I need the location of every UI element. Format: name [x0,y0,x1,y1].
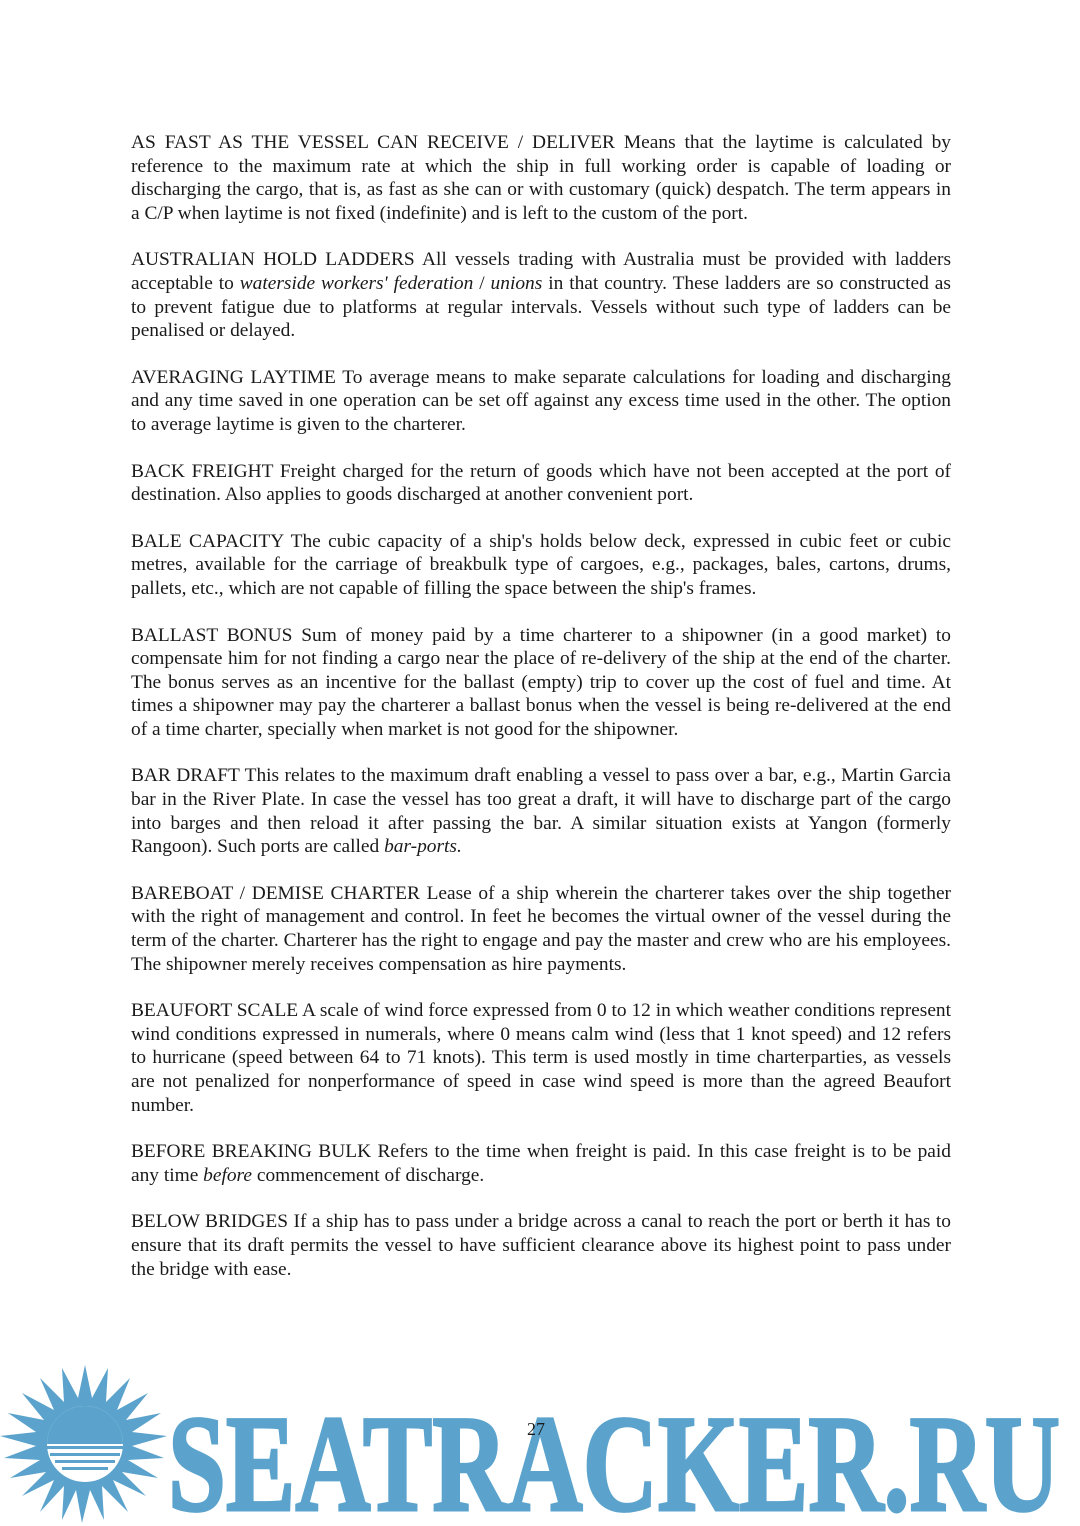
entry-definition: Sum of money paid by a time charterer to a shipowner (in a good market) to compensate him for not finding a cargo near the place of re-delivery of the ship at the end of the charter. The bonus serves as an incentive for the ballast (empty) trip to cover up the cost of fuel and time. At times a shipowner may pay the charterer a ballast bonus when the vessel is being re-delivered at the end of a time charter, specially when market is not good for the shipowner. [131,624,951,740]
entry-term: BELOW BRIDGES [131,1211,289,1233]
page-number: 27 [527,1419,545,1439]
glossary-entry-averaging-laytime [131,366,951,437]
entry-term: BACK FREIGHT [131,460,274,482]
entry-definition: To average means to make separate calculations for loading and discharging and any time saved in one operation can be set off against any excess time used in the other. The option to average laytime is given to the charterer. [131,366,951,435]
entry-definition: The cubic capacity of a ship's holds below deck, expressed in cubic feet or cubic metres, available for the carriage of breakbulk type of cargoes, e.g., packages, bales, cartons, drums, pallets, etc., which are not capable of filling the space between the ship's frames. [131,530,951,599]
glossary-entry-bar-draft [131,764,951,858]
glossary-entry-before-breaking-bulk [131,1140,951,1187]
entry-definition: Means that the laytime is calculated by reference to the maximum rate at which the ship in full working order is capable of loading or discharging the cargo, that is, as fast as she can or with customary (quick) despatch. The term appears in a C/P when laytime is not fixed (indefinite) and is left to the custom of the port. [131,132,951,224]
entry-separator: / [479,272,485,294]
entry-definition: Refers to the time when freight is paid. In this case freight is to be paid any time [131,1141,951,1186]
glossary-entry-as-fast-as [131,131,951,225]
entry-term: BEAUFORT SCALE [131,1000,299,1022]
entry-definition: All vessels trading with Australia must be provided with ladders acceptable to [131,249,951,294]
entry-term: BALE CAPACITY [131,530,284,552]
entry-definition: Lease of a ship wherein the charterer takes over the ship together with the right of management and control. In feet he becomes the virtual owner of the vessel during the term of the charter. Charterer has the right to engage and pay the master and crew who are his employees. The shipowner merely receives compensation as hire payments. [131,882,952,975]
entry-italic: waterside workers' federation [239,272,474,294]
watermark-footer [0,1360,1080,1526]
glossary-body [131,131,951,1304]
entry-italic: bar-ports. [384,836,462,858]
entry-italic: unions [490,272,543,294]
glossary-entry-below-bridges [131,1210,951,1281]
glossary-entry-bareboat-charter [131,882,951,976]
entry-term: AVERAGING LAYTIME [131,366,336,388]
glossary-entry-bale-capacity [131,530,951,601]
entry-definition: If a ship has to pass under a bridge across a canal to reach the port or berth it has to ensure that its draft permits the vessel to have sufficient clearance above its highest point to pass under the bridge with ease. [131,1211,952,1280]
entry-term: BAREBOAT / DEMISE CHARTER [131,882,420,904]
watermark-text: SEATRACKER.RU [168,1387,1060,1526]
entry-definition: Freight charged for the return of goods which have not been accepted at the port of destination. Also applies to goods discharged at another convenient port. [131,460,952,506]
entry-definition: This relates to the maximum draft enabling a vessel to pass over a bar, e.g., Martin Garcia bar in the River Plate. In case the vessel has too great a draft, it will have to discharge part of the cargo into barges and then reload it after passing the bar. A similar situation exists at Yangon (formerly Rangoon). Such ports are called [131,765,952,858]
glossary-entry-beaufort-scale [131,999,951,1117]
entry-term: AUSTRALIAN HOLD LADDERS [131,249,415,271]
entry-italic: before [203,1164,252,1186]
entry-definition: in that country. These ladders are so constructed as to prevent fatigue due to platforms at regular intervals. Vessels without such type of ladders can be penalised or delayed. [131,272,951,342]
entry-term: BALLAST BONUS [131,624,293,646]
glossary-entry-australian-hold-ladders [131,248,951,342]
glossary-entry-ballast-bonus [131,624,951,742]
glossary-entry-back-freight [131,460,951,507]
entry-term: BAR DRAFT [131,765,240,787]
entry-term: BEFORE BREAKING BULK [131,1141,372,1163]
entry-definition: commencement of discharge. [256,1164,485,1186]
sun-logo-icon [0,1365,167,1523]
entry-term: AS FAST AS THE VESSEL CAN RECEIVE / DELIVER [131,132,615,153]
entry-definition: A scale of wind force expressed from 0 to 12 in which weather conditions represent wind conditions expressed in numerals, where 0 means calm wind (less that 1 knot speed) and 12 refers to hurricane (speed between 64 to 71 knots). This term is used mostly in time charterparties, as vessels are not penalized for nonperformance of speed in case wind speed is more than the agreed Beaufort number. [131,1000,952,1116]
